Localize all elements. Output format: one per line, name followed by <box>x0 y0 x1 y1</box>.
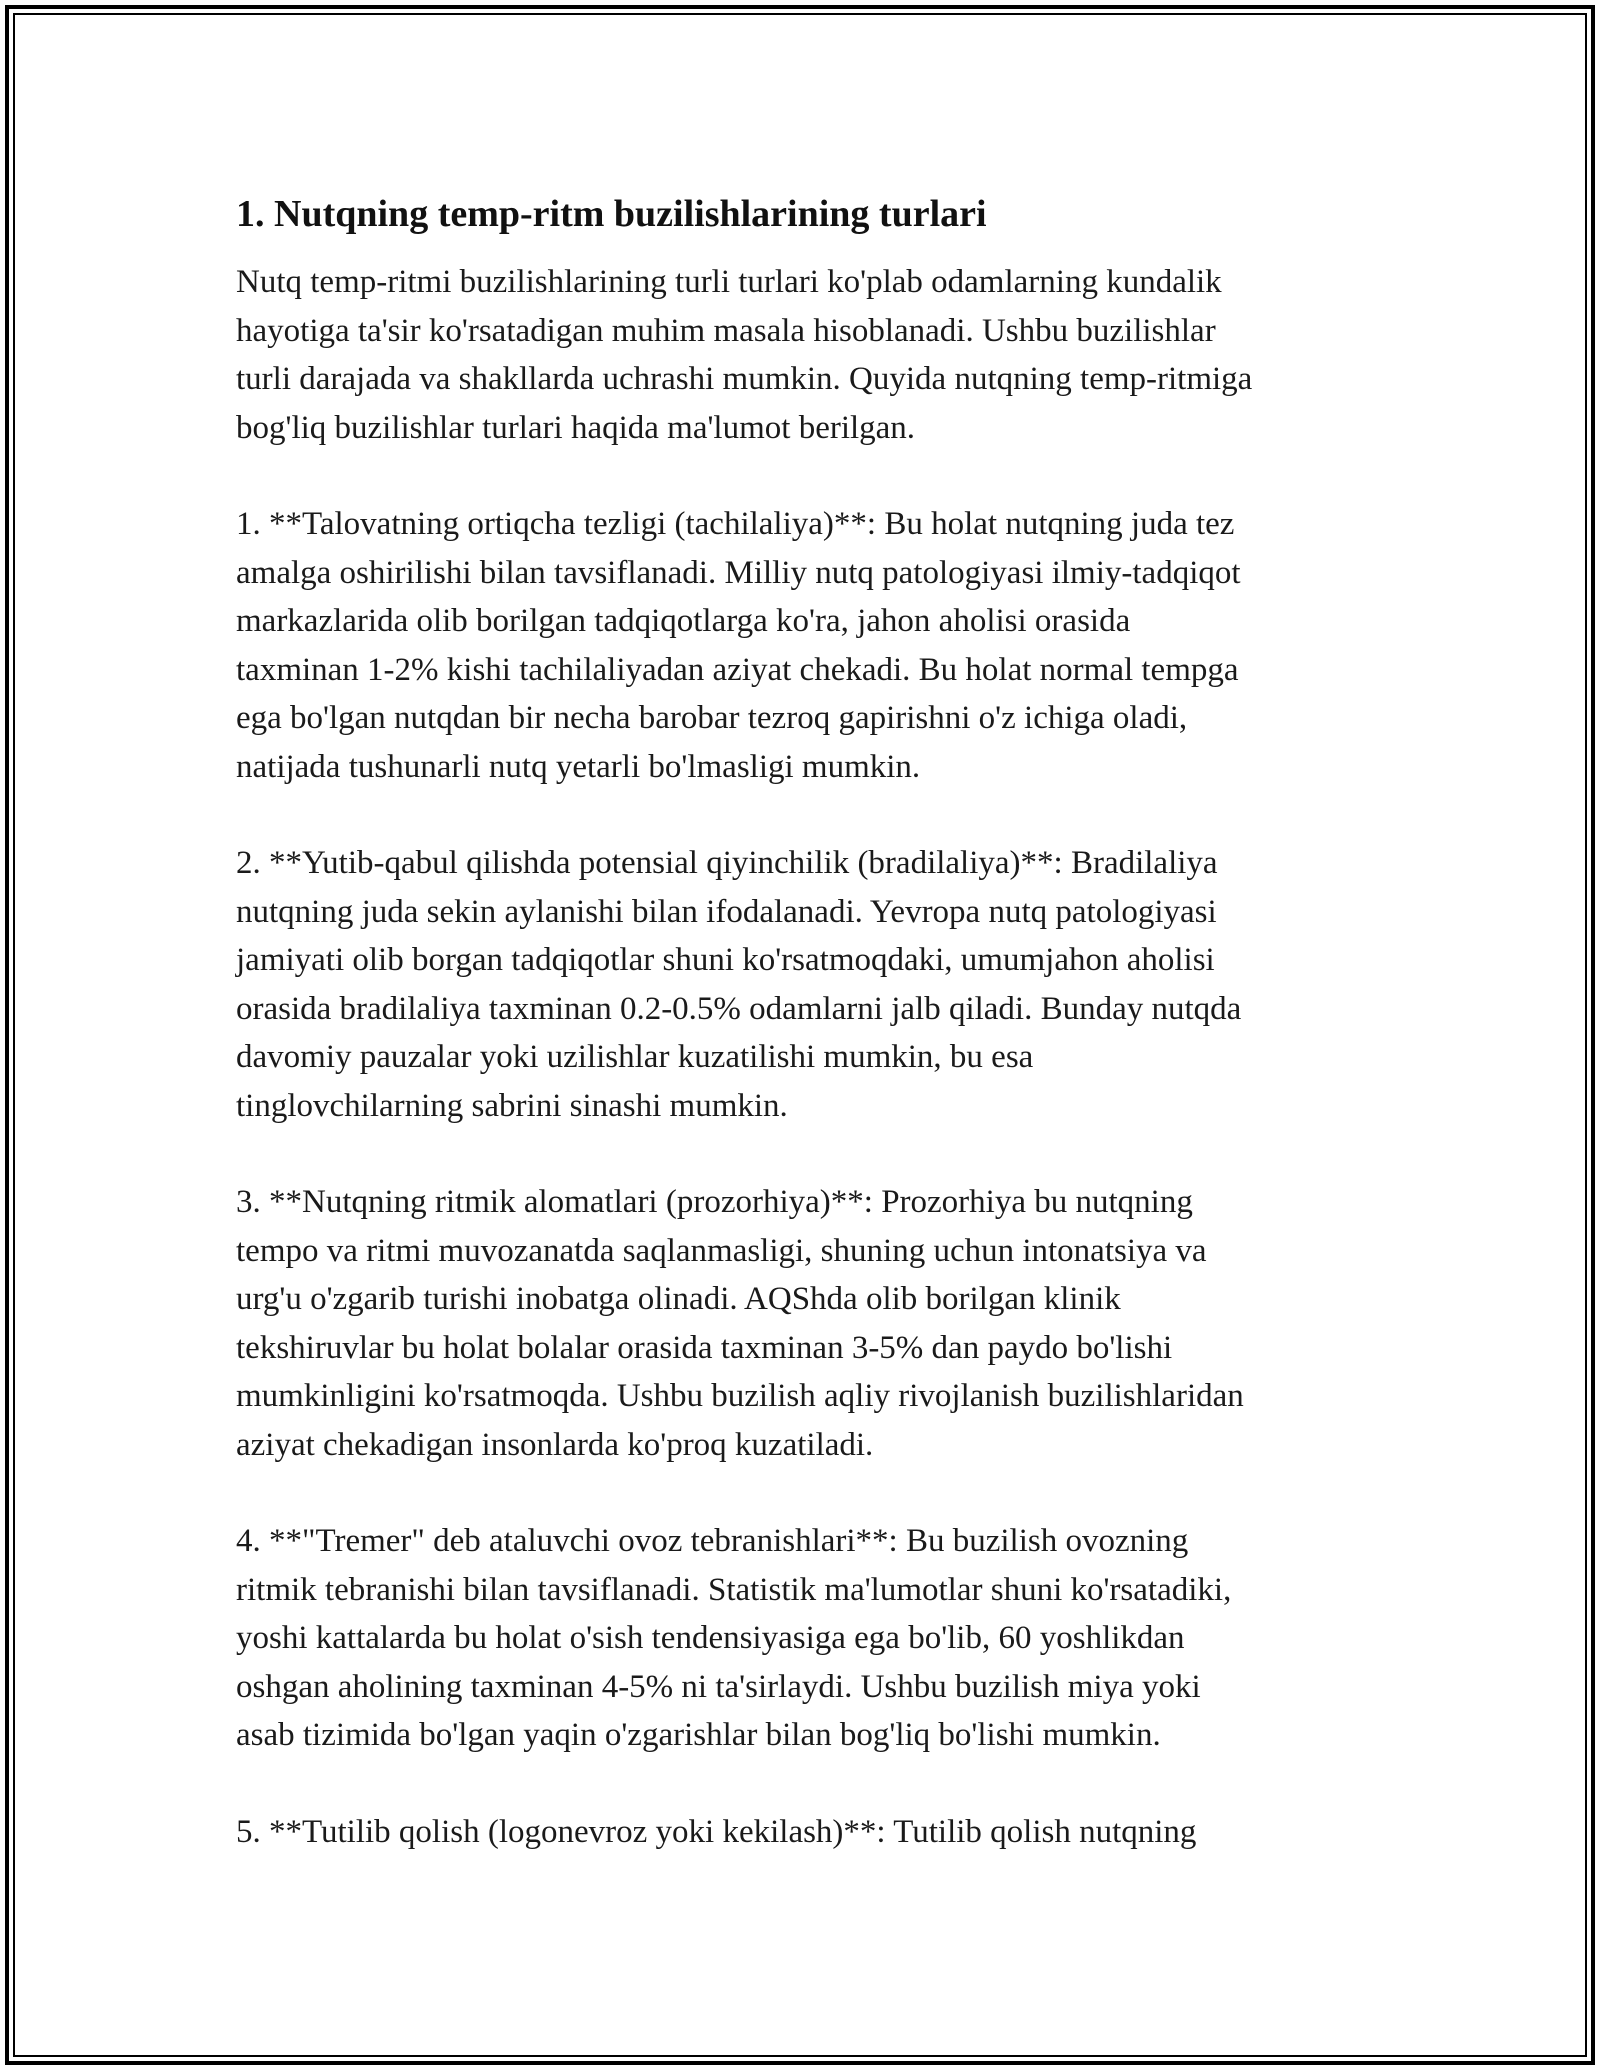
intro-paragraph: Nutq temp-ritmi buzilishlarining turli turlari ko'plab odamlarning kundalik hayotiga ta'sir ko'rsatadigan muhim masala hisoblanadi. Ushbu buzilishlar turli darajada va shakllarda uchrashi mumkin. Quyida nutqning temp-ritmiga bog'liq buzilishlar turlari haqida ma'lumot berilgan. <box>236 264 1253 446</box>
paragraph-bradilaliya: 2. **Yutib-qabul qilishda potensial qiyinchilik (bradilaliya)**: Bradilaliya nutqning juda sekin aylanishi bilan ifodalanadi. Yevropa nutq patologiyasi jamiyati olib borgan tadqiqotlar shuni ko'rsatmoqdaki, umumjahon aholisi orasida bradilaliya taxminan 0.2-0.5% odamlarni jalb qiladi. Bunday nutqda davomiy pauzalar yoki uzilishlar kuzatilishi mumkin, bu esa tinglovchilarning sabrini sinashi mumkin. <box>236 845 1242 1124</box>
paragraph-tremer: 4. **"Tremer" deb ataluvchi ovoz tebranishlari**: Bu buzilish ovozning ritmik tebranishi bilan tavsiflanadi. Statistik ma'lumotlar shuni ko'rsatadiki, yoshi kattalarda bu holat o'sish tendensiyasiga ega bo'lib, 60 yoshlikdan oshgan aholining taxminan 4-5% ni ta'sirlaydi. Ushbu buzilish miya yoki asab tizimida bo'lgan yaqin o'zgarishlar bilan bog'liq bo'lishi mumkin. <box>236 1523 1232 1753</box>
document-body <box>236 188 1386 1904</box>
document-title: 1. Nutqning temp-ritm buzilishlarining turlari <box>236 193 987 235</box>
paragraph-tutilib-qolish: 5. **Tutilib qolish (logonevroz yoki kekilash)**: Tutilib qolish nutqning <box>236 1813 1197 1850</box>
paragraph-tachilaliya: 1. **Talovatning ortiqcha tezligi (tachilaliya)**: Bu holat nutqning juda tez amalga oshirilishi bilan tavsiflanadi. Milliy nutq patologiyasi ilmiy-tadqiqot markazlarida olib borilgan tadqiqotlarga ko'ra, jahon aholisi orasida taxminan 1-2% kishi tachilaliyadan aziyat chekadi. Bu holat normal tempga ega bo'lgan nutqdan bir necha barobar tezroq gapirishni o'z ichiga oladi, natijada tushunarli nutq yetarli bo'lmasligi mumkin. <box>236 506 1241 785</box>
paragraph-prozorhiya: 3. **Nutqning ritmik alomatlari (prozorhiya)**: Prozorhiya bu nutqning tempo va ritmi muvozanatda saqlanmasligi, shuning uchun intonatsiya va urg'u o'zgarib turishi inobatga olinadi. AQShda olib borilgan klinik tekshiruvlar bu holat bolalar orasida taxminan 3-5% dan paydo bo'lishi mumkinligini ko'rsatmoqda. Ushbu buzilish aqliy rivojlanish buzilishlaridan aziyat chekadigan insonlarda ko'proq kuzatiladi. <box>236 1184 1244 1463</box>
